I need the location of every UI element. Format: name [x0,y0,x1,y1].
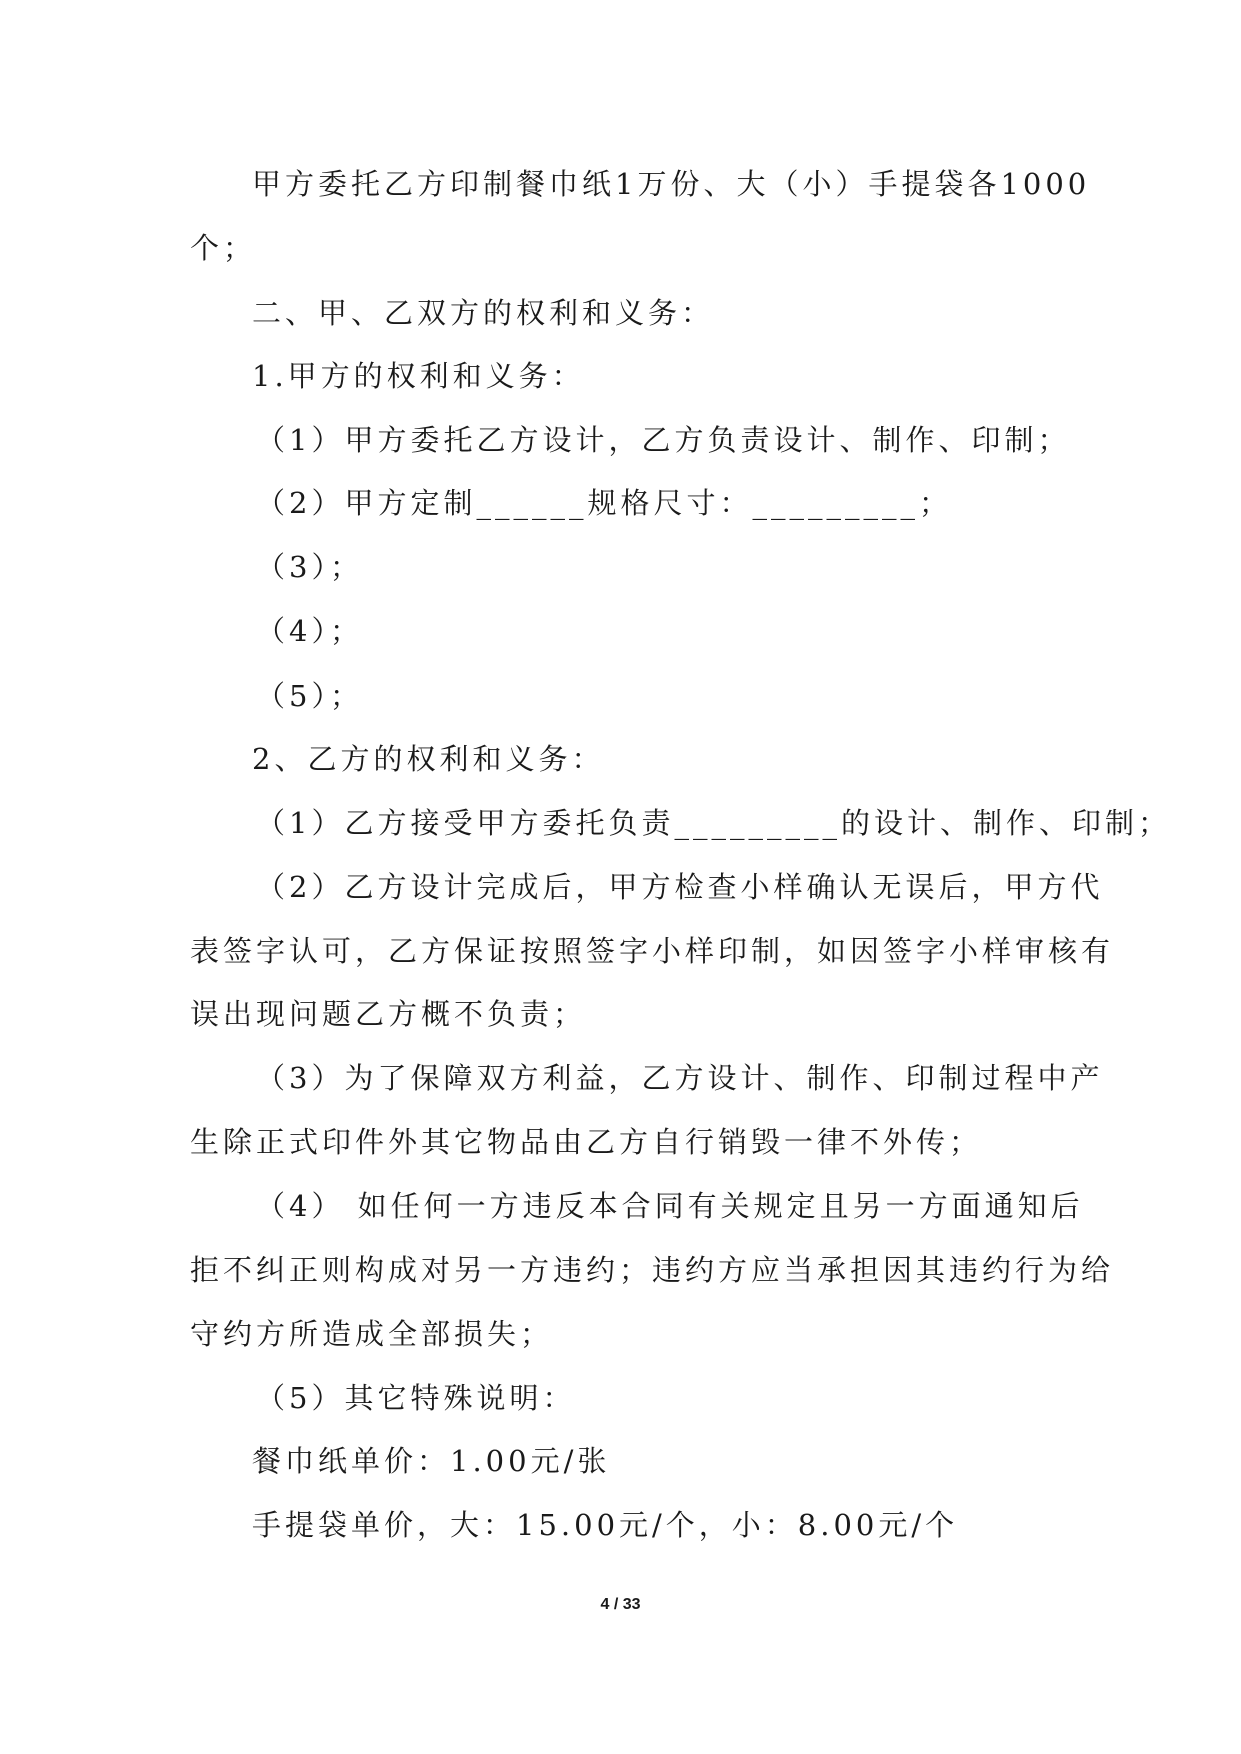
paragraph-line: 生除正式印件外其它物品由乙方自行销毁一律不外传； [190,1125,983,1159]
list-item: （5）其它特殊说明： [256,1381,576,1415]
list-item: （5）； [256,679,363,713]
paragraph-line: 守约方所造成全部损失； [190,1317,554,1351]
list-item: （3）； [256,550,363,584]
price-line: 手提袋单价，大：15.00元/个，小：8.00元/个 [252,1508,959,1542]
paragraph-line: 拒不纠正则构成对另一方违约；违约方应当承担因其违约行为给 [190,1253,1115,1287]
paragraph-line: 误出现问题乙方概不负责； [190,997,587,1031]
price-line: 餐巾纸单价：1.00元/张 [252,1444,611,1478]
list-item: （2）乙方设计完成后，甲方检查小样确认无误后，甲方代 [256,870,1104,904]
list-item: （2）甲方定制______规格尺寸：_________； [256,486,952,520]
list-item: （4）； [256,614,363,648]
paragraph-line: 个； [190,231,257,265]
list-item: （4） 如任何一方违反本合同有关规定且另一方面通知后 [256,1189,1084,1223]
paragraph-line: 甲方委托乙方印制餐巾纸1万份、大（小）手提袋各1000 [252,167,1091,201]
list-item: （3）为了保障双方利益，乙方设计、制作、印制过程中产 [256,1061,1104,1095]
page-number: 4 / 33 [600,1596,641,1613]
paragraph-line: 表签字认可，乙方保证按照签字小样印制，如因签字小样审核有 [190,934,1115,968]
list-item: （1）甲方委托乙方设计，乙方负责设计、制作、印制； [256,423,1071,457]
subsection-heading: 2、乙方的权利和义务： [252,742,605,776]
subsection-heading: 1.甲方的权利和义务： [252,359,585,393]
list-item: （1）乙方接受甲方委托负责_________的设计、制作、印制； [256,806,1171,840]
section-heading: 二、甲、乙双方的权利和义务： [252,296,715,330]
